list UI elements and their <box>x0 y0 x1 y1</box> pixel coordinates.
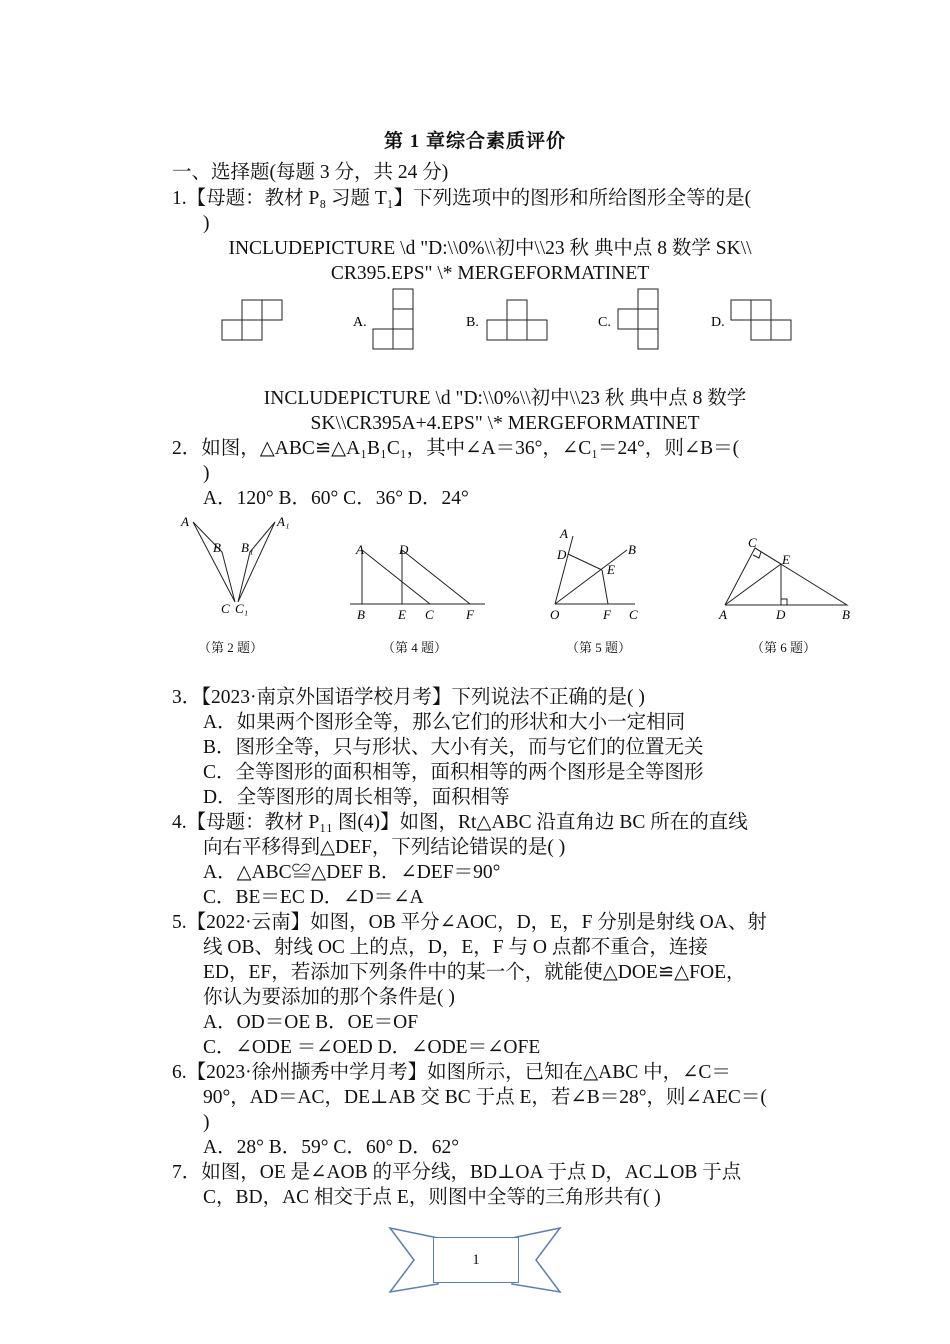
q1-shape-b <box>487 300 547 340</box>
fig4-label-f: F <box>466 607 474 622</box>
fig6-label-b: B <box>842 607 850 622</box>
fig6-label-e: E <box>782 552 790 567</box>
q2-stem-paren: ) <box>203 463 210 484</box>
figure-q2 <box>175 512 305 622</box>
q5-options-row1: A．OD＝OE B．OE＝OF <box>203 1012 419 1033</box>
q1-option-a-label: A. <box>353 315 367 330</box>
fig4-label-e: E <box>398 607 406 622</box>
q5-stem-line4: 你认为要添加的那个条件是( ) <box>203 987 455 1008</box>
figure-q5-caption: （第 5 题） <box>566 640 632 655</box>
q6-stem-paren: ) <box>203 1112 210 1133</box>
fig5-label-b: B <box>628 542 636 557</box>
q1-stem: 1.【母题：教材 P₈ 习题 T₁】下列选项中的图形和所给图形全等的是( <box>172 188 752 209</box>
q4-options-row1: A．△ABC≌△DEF B．∠DEF＝90° <box>203 862 501 883</box>
q1-include-field-1a: INCLUDEPICTURE \d "D:\\0%\\初中\\23 秋 典中点 8 数学 SK\\ <box>228 238 752 259</box>
fig6-label-a: A <box>719 607 727 622</box>
figure-q4-caption: （第 4 题） <box>382 640 448 655</box>
fig2-label-b: B <box>213 540 221 555</box>
figure-q2-caption: （第 2 题） <box>198 640 264 655</box>
q7-stem-line1: 7．如图，OE 是∠AOB 的平分线，BD⊥OA 于点 D，AC⊥OB 于点 <box>172 1162 742 1183</box>
q5-stem-line3: ED，EF，若添加下列条件中的某一个，就能使△DOE≌△FOE， <box>203 962 746 983</box>
q6-options: A．28° B．59° C．60° D．62° <box>203 1137 459 1158</box>
q1-include-field-2b: SK\\CR395A+4.EPS" \* MERGEFORMATINET <box>310 413 700 434</box>
q3-option-b: B．图形全等，只与形状、大小有关，而与它们的位置无关 <box>203 737 704 758</box>
q6-stem-line1: 6.【2023·徐州撷秀中学月考】如图所示，已知在△ABC 中，∠C＝ <box>172 1062 731 1083</box>
fig5-label-d: D <box>557 547 567 562</box>
figure-q5 <box>545 522 655 624</box>
fig2-label-a: A <box>181 514 189 529</box>
q3-stem: 3．【2023·南京外国语学校月考】下列说法不正确的是( ) <box>172 687 645 708</box>
q1-given-shape <box>222 300 282 340</box>
fig5-label-a: A <box>560 526 568 541</box>
q3-option-d: D．全等图形的周长相等，面积相等 <box>203 787 510 808</box>
fig6-label-d: D <box>776 607 786 622</box>
fig5-label-e: E <box>607 562 615 577</box>
q5-stem-line2: 线 OB、射线 OC 上的点，D，E，F 与 O 点都不重合，连接 <box>203 937 708 958</box>
page-number: 1 <box>433 1237 519 1283</box>
q1-option-c-label: C. <box>598 315 611 330</box>
q1-option-d-label: D. <box>711 315 725 330</box>
figure-q6 <box>715 533 860 623</box>
fig6-label-c: C <box>748 535 757 550</box>
q5-stem-line1: 5.【2022·云南】如图，OB 平分∠AOC，D，E，F 分别是射线 OA、射 <box>172 912 767 933</box>
q3-option-c: C．全等图形的面积相等，面积相等的两个图形是全等图形 <box>203 762 704 783</box>
q1-shape-c <box>618 289 658 349</box>
fig2-label-a1: A₁ <box>277 514 290 529</box>
fig5-label-f: F <box>603 607 611 622</box>
fig4-label-b: B <box>357 607 365 622</box>
section-heading: 一、选择题(每题 3 分，共 24 分) <box>172 162 449 183</box>
q1-option-b-label: B. <box>466 315 479 330</box>
q1-shape-d <box>731 300 791 340</box>
fig2-label-b1: B₁ <box>241 540 254 555</box>
fig2-label-c1: C₁ <box>235 601 249 616</box>
q3-option-a: A．如果两个图形全等，那么它们的形状和大小一定相同 <box>203 712 686 733</box>
q1-include-field-2a: INCLUDEPICTURE \d "D:\\0%\\初中\\23 秋 典中点 8 数学 <box>263 388 747 409</box>
q4-stem-line1: 4.【母题：教材 P₁₁ 图(4)】如图，Rt△ABC 沿直角边 BC 所在的直线 <box>172 812 748 833</box>
fig5-label-c: C <box>629 607 638 622</box>
q1-shape-a <box>373 289 413 349</box>
fig2-label-c: C <box>221 601 230 616</box>
q6-stem-line2: 90°，AD＝AC，DE⊥AB 交 BC 于点 E，若∠B＝28°，则∠AEC＝( <box>203 1087 767 1108</box>
q4-options-row2: C．BE＝EC D．∠D＝∠A <box>203 887 424 908</box>
q4-stem-line2: 向右平移得到△DEF，下列结论错误的是( ) <box>203 837 566 858</box>
figure-q6-caption: （第 6 题） <box>751 640 817 655</box>
q2-options: A．120° B．60° C．36° D．24° <box>203 488 469 509</box>
q1-include-field-1b: CR395.EPS" \* MERGEFORMATINET <box>330 263 650 284</box>
fig4-label-c: C <box>425 607 434 622</box>
q1-stem-paren: ) <box>203 213 210 234</box>
figure-q4 <box>345 535 490 625</box>
q5-options-row2: C．∠ODE ＝∠OED D．∠ODE＝∠OFE <box>203 1037 541 1058</box>
fig4-label-d: D <box>399 542 409 557</box>
chapter-title: 第 1 章综合素质评价 <box>383 131 566 152</box>
fig4-label-a: A <box>356 542 364 557</box>
q2-stem: 2．如图，△ABC≌△A₁B₁C₁，其中∠A＝36°，∠C₁＝24°，则∠B＝( <box>172 438 740 459</box>
fig5-label-o: O <box>550 607 560 622</box>
q7-stem-line2: C，BD，AC 相交于点 E，则图中全等的三角形共有( ) <box>203 1187 661 1208</box>
q1-shapes-figure <box>215 284 805 354</box>
